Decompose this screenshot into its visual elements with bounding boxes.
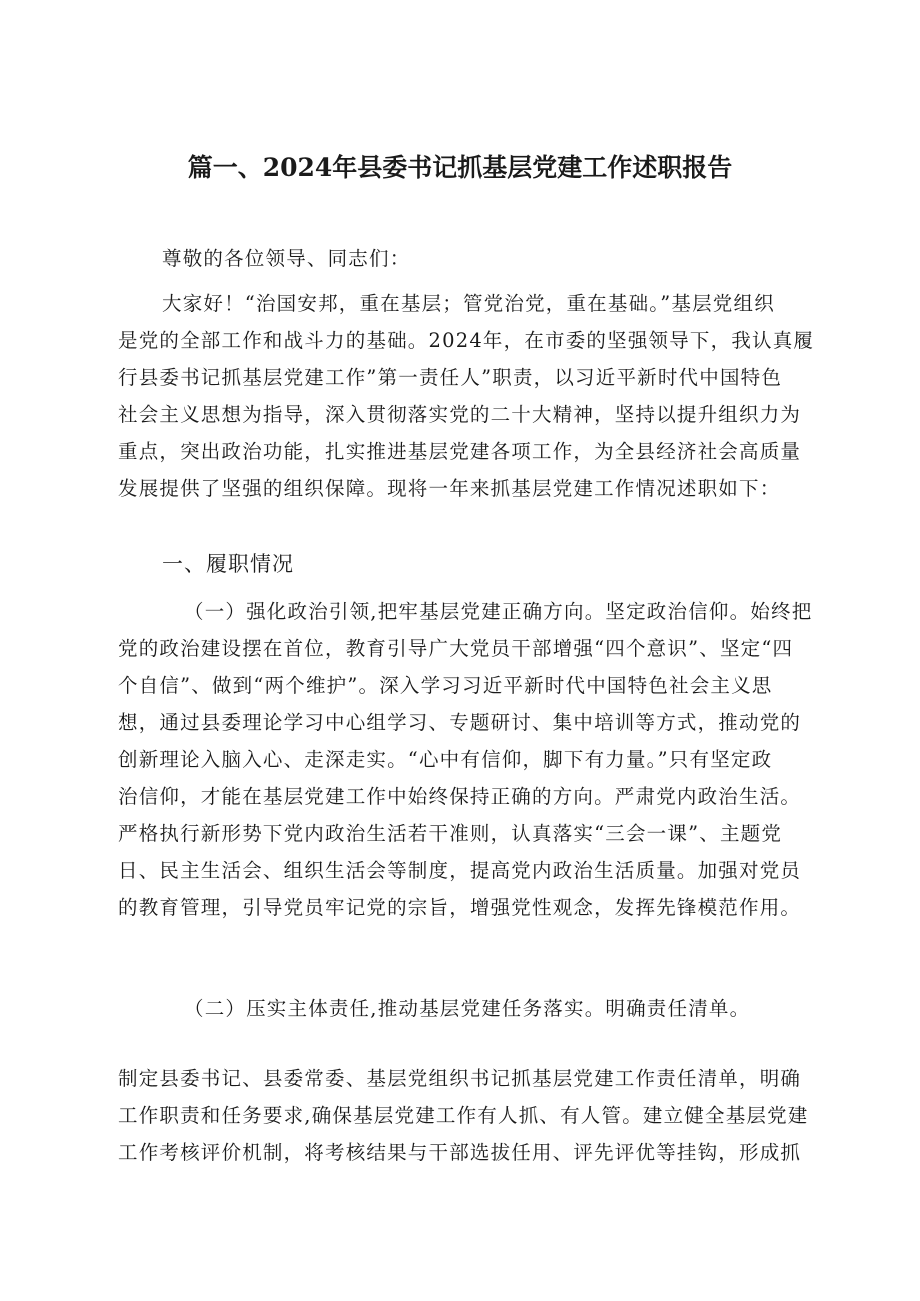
salutation — [118, 240, 828, 277]
paragraph-line: 党的政治建设摆在首位，教育引导广大党员干部增强“四个意识”、坚定“四 — [118, 637, 794, 660]
paragraph-line: 治信仰，才能在基层党建工作中始终保持正确的方向。严肃党内政治生活。 — [118, 785, 802, 808]
paragraph-responsibility-list — [118, 1060, 828, 1171]
paragraph-line: 严格执行新形势下党内政治生活若干准则，认真落实“三会一课”、主题党 — [118, 822, 783, 845]
section-heading: 一、履职情况 — [162, 552, 294, 576]
paragraph-line: 创新理论入脑入心、走深走实。“心中有信仰，脚下有力量。”只有坚定政 — [118, 748, 773, 771]
paragraph-line: 是党的全部工作和战斗力的基础。2024年，在市委的坚强领导下，我认真履 — [118, 329, 815, 352]
paragraph-line: 大家好！“治国安邦，重在基层；管党治党，重在基础。”基层党组织 — [162, 292, 775, 315]
paragraph-line: 想，通过县委理论学习中心组学习、专题研讨、集中培训等方式，推动党的 — [118, 711, 802, 734]
paragraph-line: 重点，突出政治功能，扎实推进基层党建各项工作，为全县经济社会高质量 — [118, 440, 802, 463]
paragraph-line: 个自信”、做到“两个维护”。深入学习习近平新时代中国特色社会主义思 — [118, 674, 773, 697]
paragraph-line: 行县委书记抓基层党建工作”第一责任人”职责，以习近平新时代中国特色 — [118, 366, 783, 389]
paragraph-line: 的教育管理，引导党员牢记党的宗旨，增强党性观念，发挥先锋模范作用。 — [118, 896, 802, 919]
document-title: 篇一、2024年县委书记抓基层党建工作述职报告 — [187, 153, 733, 182]
paragraph-line: 社会主义思想为指导，深入贯彻落实党的二十大精神，坚持以提升组织力为 — [118, 403, 802, 426]
paragraph-line: 工作考核评价机制，将考核结果与干部选拔任用、评先评优等挂钩，形成抓 — [118, 1141, 802, 1164]
paragraph-line: 发展提供了坚强的组织保障。现将一年来抓基层党建工作情况述职如下： — [118, 477, 781, 500]
paragraph-line: 工作职责和任务要求,确保基层党建工作有人抓、有人管。建立健全基层党建 — [118, 1104, 809, 1127]
paragraph-intro — [118, 285, 828, 507]
paragraph-line: 日、民主生活会、组织生活会等制度，提高党内政治生活质量。加强对党员 — [118, 859, 802, 882]
salutation-line: 尊敬的各位领导、同志们： — [162, 247, 411, 270]
paragraph-line: （二）压实主体责任,推动基层党建任务落实。明确责任清单。 — [184, 997, 751, 1020]
paragraph-responsibility-heading — [118, 990, 828, 1027]
paragraph-line: （一）强化政治引领,把牢基层党建正确方向。坚定政治信仰。始终把 — [184, 600, 813, 623]
paragraph-line: 制定县委书记、县委常委、基层党组织书记抓基层党建工作责任清单，明确 — [118, 1067, 802, 1090]
paragraph-political-guidance — [118, 593, 828, 926]
